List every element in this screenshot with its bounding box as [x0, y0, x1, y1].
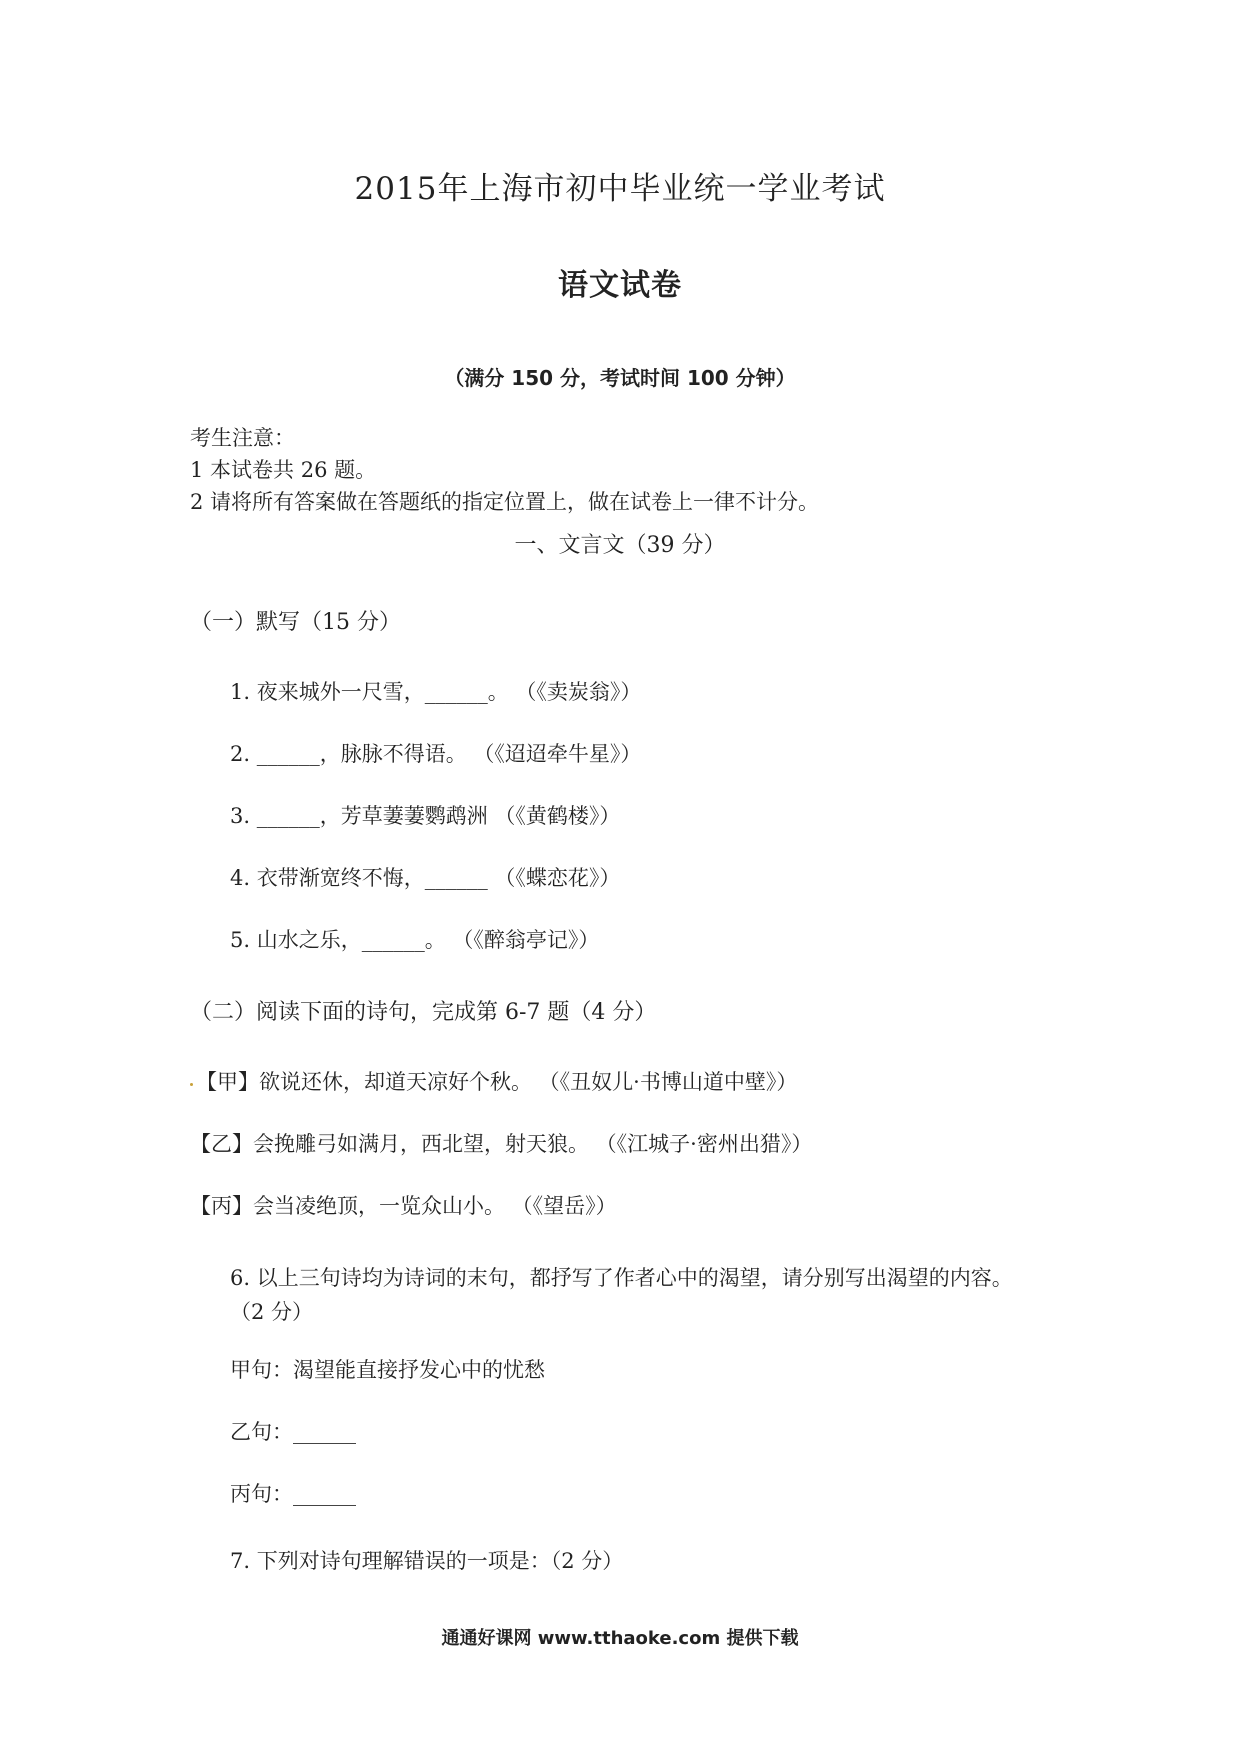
part-two-title: （二）阅读下面的诗句，完成第 6-7 题（4 分） — [190, 1000, 657, 1025]
exam-title: 2015年上海市初中毕业统一学业考试 — [354, 171, 886, 207]
section-title: 一、文言文（39 分） — [514, 533, 726, 558]
question-7-text: 7. 下列对诗句理解错误的一项是：（2 分） — [230, 1549, 624, 1573]
part-one-title: （一）默写（15 分） — [190, 610, 401, 635]
exam-subtitle: 语文试卷 — [558, 268, 682, 303]
question-item: 2. ______，脉脉不得语。 （《迢迢牵牛星》） — [230, 742, 642, 766]
notice-item: 2 请将所有答案做在答题纸的指定位置上，做在试卷上一律不计分。 — [190, 490, 820, 514]
notice-item: 1 本试卷共 26 题。 — [190, 458, 377, 482]
question-6-score: （2 分） — [230, 1300, 314, 1324]
question-6-text: 6. 以上三句诗均为诗词的末句，都抒写了作者心中的渴望，请分别写出渴望的内容。 — [230, 1266, 1013, 1290]
question-item: 5. 山水之乐，______。 （《醉翁亭记》） — [230, 928, 600, 952]
answer-line: 甲句：渴望能直接抒发心中的忧愁 — [230, 1358, 545, 1382]
footer-watermark: 通通好课网 www.tthaoke.com 提供下载 — [441, 1628, 799, 1649]
notice-heading: 考生注意： — [190, 426, 295, 450]
question-item: 1. 夜来城外一尺雪，______。 （《卖炭翁》） — [230, 680, 642, 704]
verse-item: 【甲】欲说还休，却道天凉好个秋。 （《丑奴儿·书博山道中壁》） — [196, 1070, 798, 1094]
verse-item: 【丙】会当凌绝顶，一览众山小。 （《望岳》） — [190, 1194, 617, 1218]
score-time-info: （满分 150 分，考试时间 100 分钟） — [444, 366, 796, 390]
answer-line: 丙句：______ — [230, 1482, 356, 1506]
answer-line: 乙句：______ — [230, 1420, 356, 1444]
question-item: 4. 衣带渐宽终不悔，______ （《蝶恋花》） — [230, 866, 621, 890]
stray-mark — [190, 1083, 193, 1086]
verse-item: 【乙】会挽雕弓如满月，西北望，射天狼。 （《江城子·密州出猎》） — [190, 1132, 813, 1156]
question-item: 3. ______，芳草萋萋鹦鹉洲 （《黄鹤楼》） — [230, 804, 621, 828]
